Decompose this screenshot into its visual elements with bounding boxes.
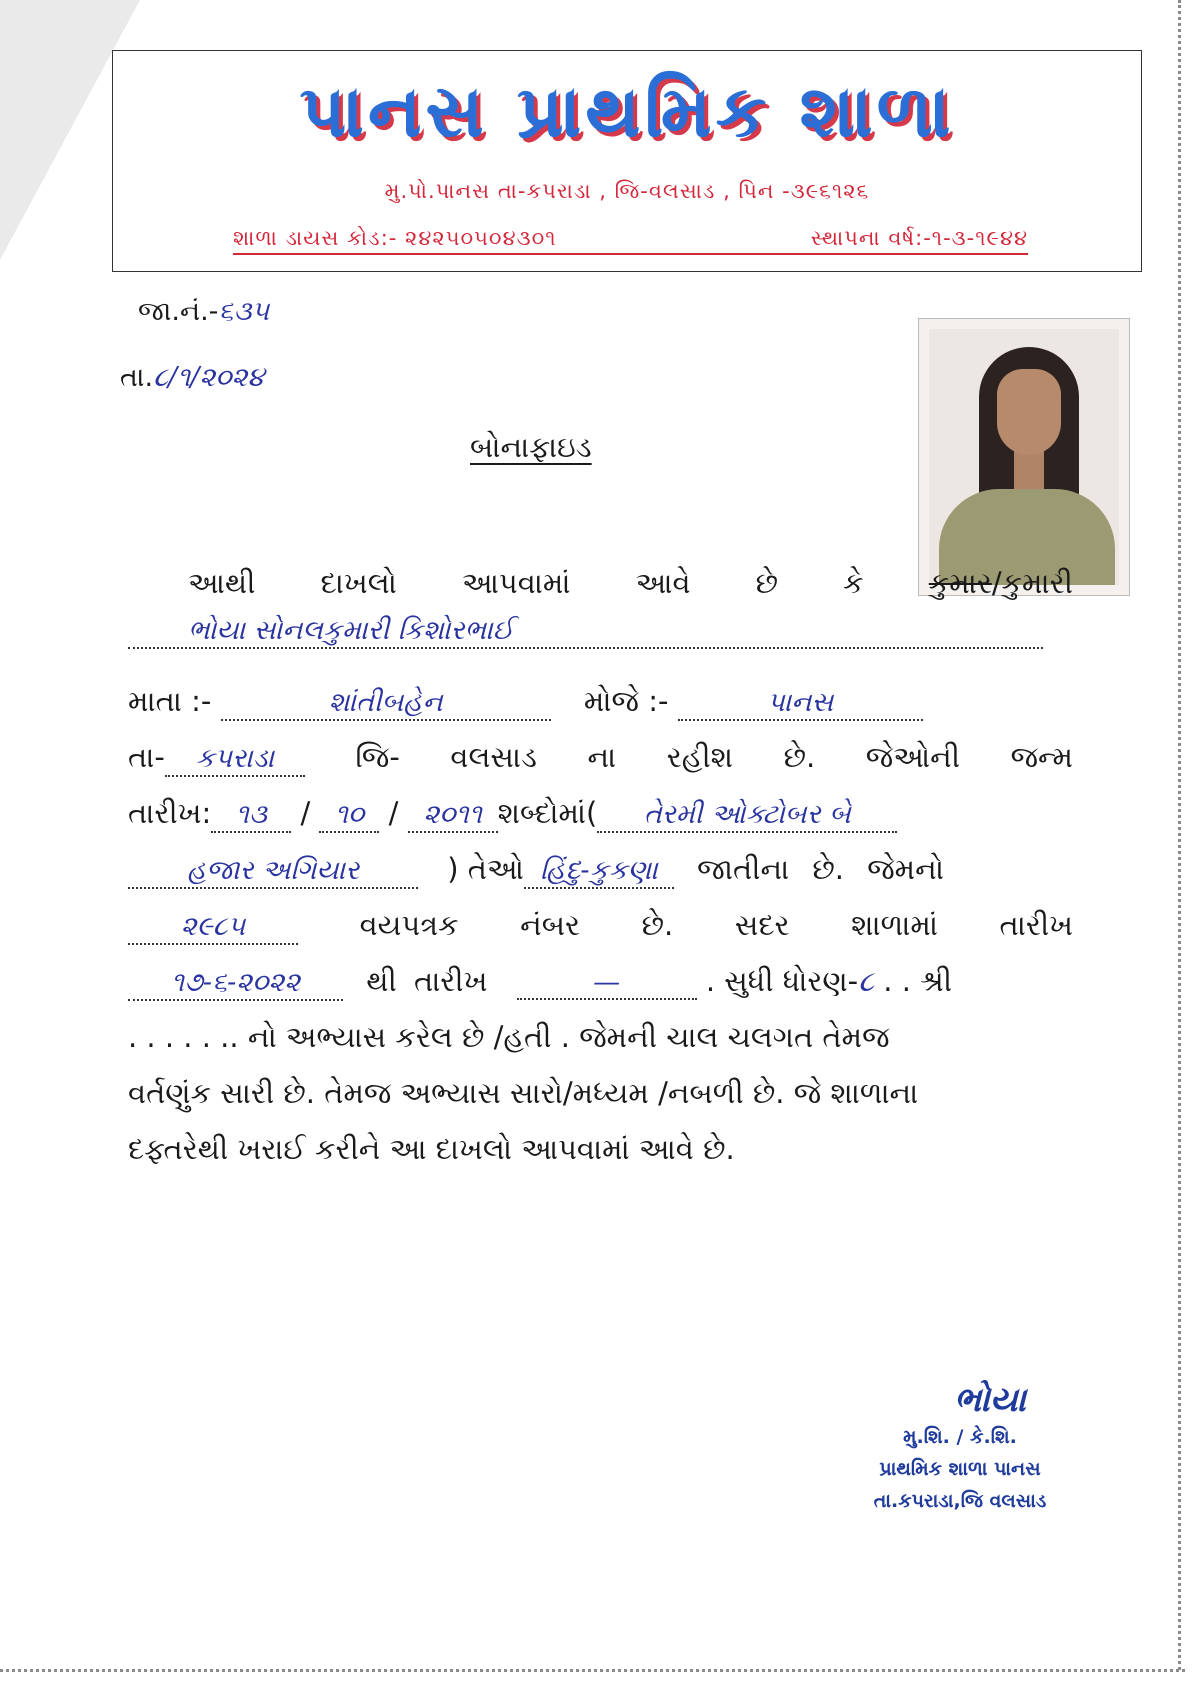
dob-day: ૧૩ bbox=[235, 799, 267, 830]
dise-code-line bbox=[233, 226, 1028, 255]
body-line-10: વર્તણુંક સારી છે. તેમજ અભ્યાસ સારો/મધ્યમ /નબળી છે. જે શાળાના bbox=[128, 1076, 919, 1110]
document-title: બોનાફાઇડ bbox=[470, 430, 592, 464]
school-address: મુ.પો.પાનસ તા-કપરાડા , જિ-વલસાડ , પિન -૩૯૬૧૨૬ bbox=[384, 179, 870, 203]
reference-number: જા.નં.-૬૩૫ bbox=[138, 296, 270, 327]
mother-name: શાંતીબહેન bbox=[328, 687, 443, 718]
signatory-address: તા.કપરાડા,જિ વલસાડ bbox=[873, 1490, 1047, 1512]
caste-name: હિંદુ-કુકણા bbox=[539, 855, 658, 886]
body-line-4: તા- કપરાડા જિ- વલસાડ ના રહીશ છે. જેઓની જન્મ bbox=[128, 740, 1073, 777]
dob-words-2: હજાર અગિયાર bbox=[186, 855, 360, 886]
body-line-7: ૨૯૮૫ વયપત્રક નંબર છે. સદર શાળામાં તારીખ bbox=[128, 908, 1073, 945]
body-line-3: માતા :- શાંતીબહેન મોજે :- પાનસ bbox=[128, 684, 1073, 721]
signature-block bbox=[830, 1380, 1090, 1512]
letterhead bbox=[112, 50, 1142, 272]
dob-year: ૨૦૧૧ bbox=[423, 799, 482, 830]
taluka-name: કપરાડા bbox=[195, 743, 275, 774]
reference-date: તા.૮/૧/૨૦૨૪ bbox=[120, 362, 265, 393]
body-line-9: . . . . . .. નો અભ્યાસ કરેલ છે /હતી . જેમની ચાલ ચલગત તેમજ bbox=[128, 1020, 890, 1054]
leaving-date: — bbox=[593, 967, 621, 998]
kumar-struck: કુમાર bbox=[928, 566, 992, 600]
gr-number: ૨૯૮૫ bbox=[180, 911, 246, 942]
principal-signature: ભોયા bbox=[954, 1380, 1026, 1420]
dob-month: ૧૦ bbox=[334, 799, 365, 830]
school-name: પાનસ પ્રાથમિક શાળા bbox=[299, 69, 955, 153]
established-year: સ્થાપના વર્ષ:-૧-૩-૧૯૪૪ bbox=[810, 226, 1028, 250]
standard-value: ૮ bbox=[858, 964, 875, 998]
body-line-5: તારીખ: ૧૩ / ૧૦ / ૨૦૧૧ શબ્દોમાં( તેરમી ઓક્ટોબર બે bbox=[128, 796, 1073, 833]
dise-code: શાળા ડાયસ કોડ:- ૨૪૨૫૦૫૦૪૩૦૧ bbox=[233, 226, 557, 250]
body-line-1: આથી દાખલો આપવામાં આવે છે કે કુમાર/કુમારી bbox=[188, 566, 1073, 600]
reference-date-value: ૮/૧/૨૦૨૪ bbox=[153, 362, 265, 393]
village-name: પાનસ bbox=[767, 687, 834, 718]
student-name: ભોયા સોનલકુમારી કિશોરભાઈ bbox=[188, 615, 514, 646]
student-photo bbox=[918, 318, 1130, 596]
body-line-6: હજાર અગિયાર ) તેઓ હિંદુ-કુકણા જાતીના છે. જેમનો bbox=[128, 852, 1073, 889]
body-line-2 bbox=[128, 612, 1043, 649]
dob-words-1: તેરમી ઓક્ટોબર બે bbox=[643, 799, 851, 830]
reference-number-value: ૬૩૫ bbox=[218, 296, 270, 327]
signatory-role: મુ.શિ. / કે.શિ. bbox=[903, 1426, 1017, 1448]
signatory-school: પ્રાથમિક શાળા પાનસ bbox=[879, 1458, 1041, 1480]
body-line-11: દફ્તરેથી ખરાઈ કરીને આ દાખલો આપવામાં આવે છે. bbox=[128, 1132, 735, 1166]
admission-date: ૧૭-૬-૨૦૨૨ bbox=[170, 967, 301, 998]
page-border-bottom bbox=[0, 1669, 1185, 1672]
page-border-right bbox=[1178, 0, 1181, 1670]
body-line-8: ૧૭-૬-૨૦૨૨ થી તારીખ — . સુધી ધોરણ-૮ . . શ્રી bbox=[128, 964, 1073, 1001]
